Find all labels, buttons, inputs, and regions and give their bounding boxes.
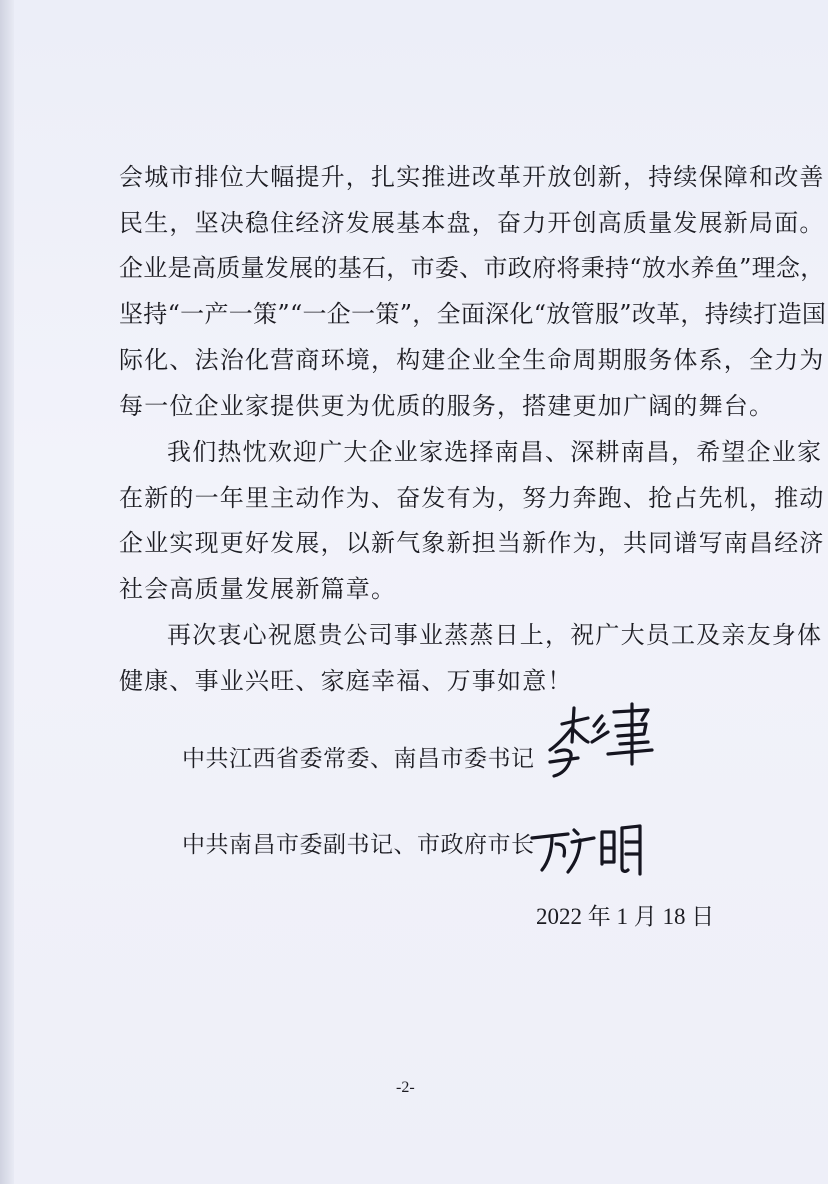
- body-line: 际化、法治化营商环境，构建企业全生命周期服务体系，全力为: [119, 346, 825, 374]
- signatory-title-mayor: 中共南昌市委副书记、市政府市长: [182, 832, 535, 858]
- body-line: 每一位企业家提供更为优质的服务，搭建更加广阔的舞台。: [119, 392, 775, 420]
- handwritten-signature-wan: [528, 822, 648, 878]
- page-number: -2-: [396, 1079, 415, 1096]
- body-line: 企业实现更好发展，以新气象新担当新作为，共同谱写南昌经济: [119, 529, 825, 557]
- body-line: 在新的一年里主动作为、奋发有为，努力奔跑、抢占先机，推动: [119, 484, 825, 512]
- body-line: 会城市排位大幅提升，扎实推进改革开放创新，持续保障和改善: [119, 163, 825, 191]
- body-line: 民生，坚决稳住经济发展基本盘，奋力开创高质量发展新局面。: [119, 209, 825, 237]
- body-line: 社会高质量发展新篇章。: [119, 575, 397, 603]
- page-edge-shadow: [0, 0, 14, 1184]
- letter-date: 2022 年 1 月 18 日: [536, 904, 715, 929]
- signatory-title-secretary: 中共江西省委常委、南昌市委书记: [182, 746, 535, 772]
- body-line: 健康、事业兴旺、家庭幸福、万事如意！: [119, 667, 573, 695]
- body-line: 再次衷心祝愿贵公司事业蒸蒸日上，祝广大员工及亲友身体: [167, 621, 823, 649]
- body-line: 坚持“一产一策”“一企一策”，全面深化“放管服”改革，持续打造国: [119, 300, 827, 328]
- handwritten-signature-li: [548, 702, 658, 782]
- body-line: 我们热忱欢迎广大企业家选择南昌、深耕南昌，希望企业家: [167, 438, 823, 466]
- body-line: 企业是高质量发展的基石，市委、市政府将秉持“放水养鱼”理念，: [119, 254, 825, 282]
